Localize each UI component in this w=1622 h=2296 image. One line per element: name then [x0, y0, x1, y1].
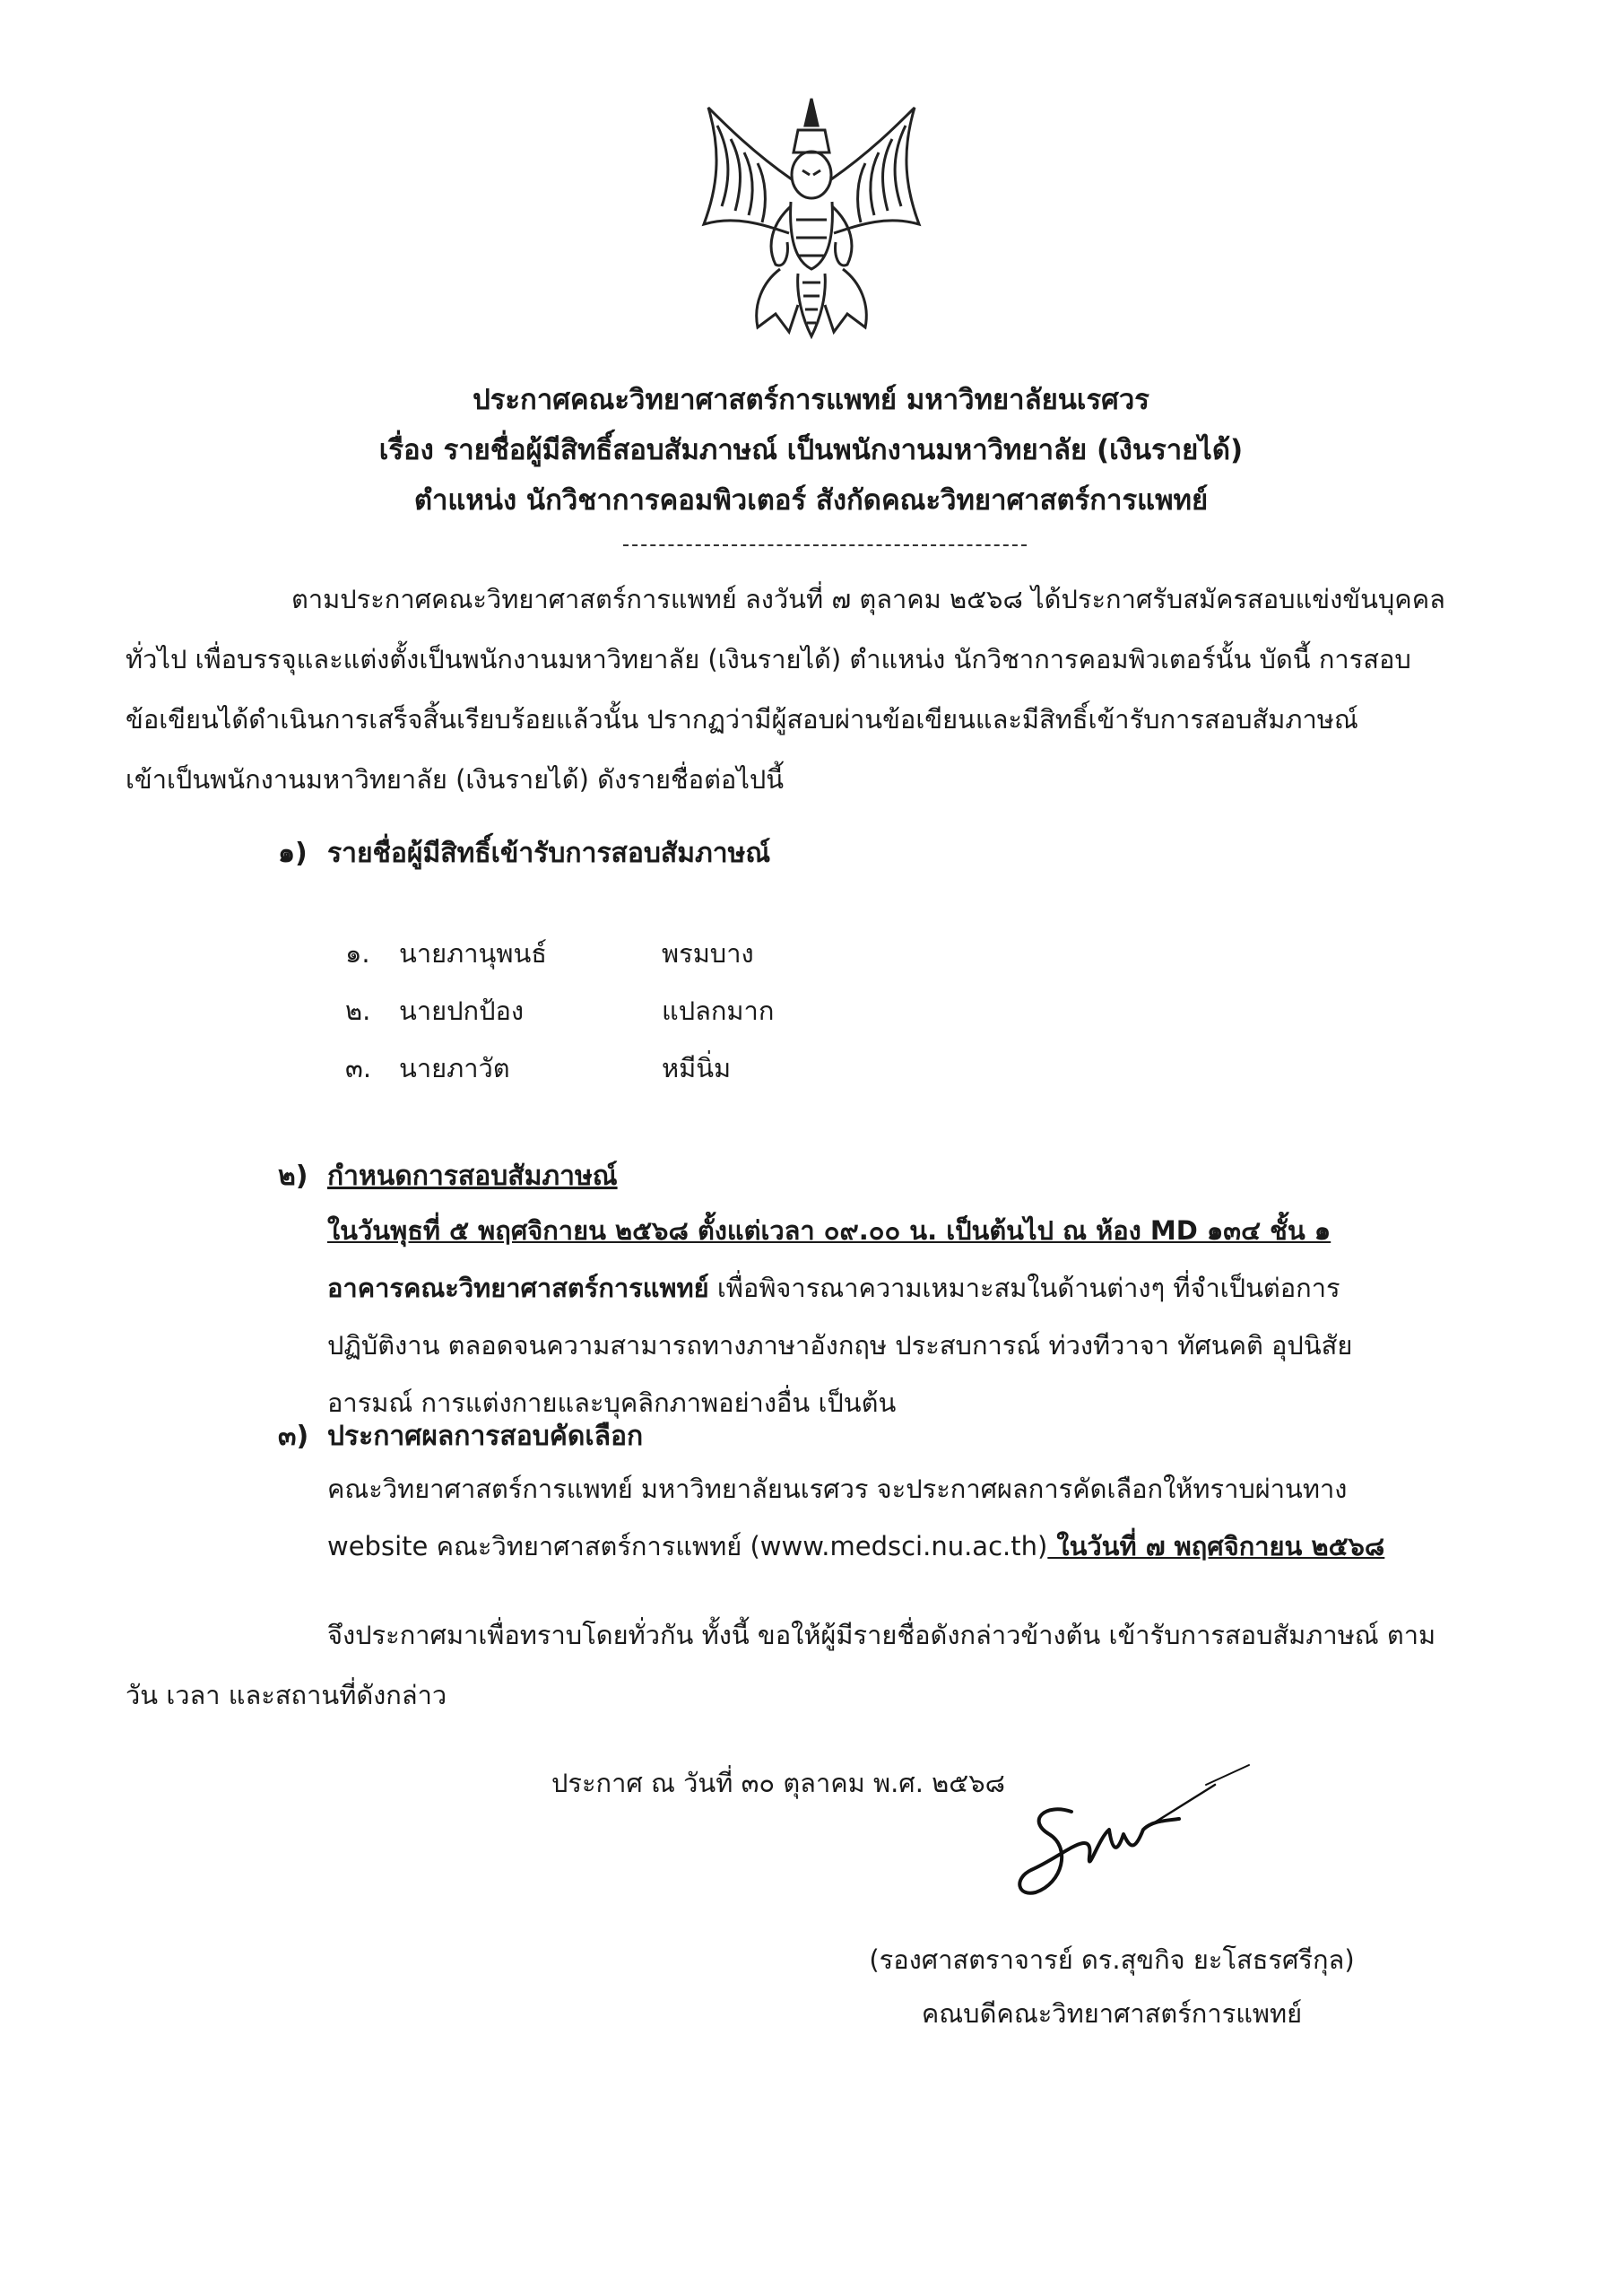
section1-title: รายชื่อผู้มีสิทธิ์เข้ารับการสอบสัมภาษณ์	[327, 838, 771, 869]
signer-block	[789, 1933, 1435, 2040]
candidate-row	[0, 933, 1622, 987]
signature-image	[1009, 1758, 1278, 1919]
intro-line-3: ข้อเขียนได้ดำเนินการเสร็จสิ้นเรียบร้อยแล้วนั้น ปรากฏว่ามีผู้สอบผ่านข้อเขียนและมีสิทธิ์เข้ารับการสอบสัมภาษณ์	[126, 704, 1358, 735]
section3-line-2	[327, 1518, 1529, 1575]
candidate-last-name: พรมบาง	[662, 938, 754, 969]
intro-line-2: ทั่วไป เพื่อบรรจุและแต่งตั้งเป็นพนักงานมหาวิทยาลัย (เงินรายได้) ตำแหน่ง นักวิชาการคอมพิวเตอร์นั้น บัดนี้ การสอบ	[126, 644, 1411, 674]
signer-position: คณบดีคณะวิทยาศาสตร์การแพทย์	[921, 1998, 1303, 2029]
section2-title: กำหนดการสอบสัมภาษณ์	[327, 1161, 618, 1192]
section1-number: ๑)	[278, 838, 308, 869]
section2-desc-1: เพื่อพิจารณาความเหมาะสมในด้านต่างๆ ที่จำเป็นต่อการ	[708, 1273, 1340, 1303]
header-divider	[623, 544, 1027, 546]
website-text: website คณะวิทยาศาสตร์การแพทย์ (www.medsci.nu.ac.th)	[327, 1531, 1048, 1561]
header-position: ตำแหน่ง นักวิชาการคอมพิวเตอร์ สังกัดคณะวิทยาศาสตร์การแพทย์	[413, 484, 1209, 517]
candidate-row	[0, 1048, 1622, 1101]
candidate-number: ๒.	[345, 996, 371, 1026]
closing-line-1: จึงประกาศมาเพื่อทราบโดยทั่วกัน ทั้งนี้ ขอให้ผู้มีรายชื่อดังกล่าวข้างต้น เข้ารับการสอบสัมภาษณ์ ตาม	[327, 1620, 1436, 1650]
section3-title: ประกาศผลการสอบคัดเลือก	[327, 1421, 644, 1452]
candidate-number: ๑.	[345, 938, 370, 969]
intro-line-4: เข้าเป็นพนักงานมหาวิทยาลัย (เงินรายได้) ดังรายชื่อต่อไปนี้	[126, 764, 785, 795]
section3-number: ๓)	[278, 1421, 309, 1452]
section3-line-1: คณะวิทยาศาสตร์การแพทย์ มหาวิทยาลัยนเรศวร จะประกาศผลการคัดเลือกให้ทราบผ่านทาง	[327, 1474, 1348, 1504]
section2-desc-line-3: อารมณ์ การแต่งกายและบุคลิกภาพอย่างอื่น เป็นต้น	[327, 1387, 897, 1418]
announcement-date: ประกาศ ณ วันที่ ๓๐ ตุลาคม พ.ศ. ๒๕๖๘	[551, 1768, 1005, 1798]
candidate-first-name: นายภาวัต	[399, 1053, 510, 1083]
signer-name: (รองศาสตราจารย์ ดร.สุขกิจ ยะโสธรศรีกุล)	[869, 1944, 1355, 1975]
interview-building: อาคารคณะวิทยาศาสตร์การแพทย์	[327, 1273, 709, 1303]
interview-schedule: ในวันพุธที่ ๕ พฤศจิกายน ๒๕๖๘ ตั้งแต่เวลา ๐๙.๐๐ น. เป็นต้นไป ณ ห้อง MD ๑๓๔ ชั้น ๑	[327, 1215, 1331, 1246]
candidate-number: ๓.	[345, 1053, 372, 1083]
header-title: ประกาศคณะวิทยาศาสตร์การแพทย์ มหาวิทยาลัยนเรศวร	[473, 384, 1149, 416]
section2-desc-line-2: ปฏิบัติงาน ตลอดจนความสามารถทางภาษาอังกฤษ ประสบการณ์ ท่วงทีวาจา ทัศนคติ อุปนิสัย	[327, 1330, 1353, 1361]
intro-line-1: ตามประกาศคณะวิทยาศาสตร์การแพทย์ ลงวันที่ ๗ ตุลาคม ๒๕๖๘ ได้ประกาศรับสมัครสอบแข่งขันบุคคล	[291, 584, 1445, 614]
candidate-first-name: นายปกป้อง	[399, 996, 525, 1026]
closing-line-2: วัน เวลา และสถานที่ดังกล่าว	[126, 1680, 447, 1710]
section2-desc-line-1	[327, 1259, 1529, 1317]
section3-body	[327, 1460, 1529, 1575]
result-date: ในวันที่ ๗ พฤศจิกายน ๒๕๖๘	[1047, 1531, 1385, 1561]
candidate-last-name: แปลกมาก	[662, 996, 775, 1026]
garuda-emblem	[690, 90, 932, 350]
section2-body	[327, 1202, 1529, 1431]
section2-number: ๒)	[278, 1161, 308, 1192]
candidate-row	[0, 990, 1622, 1044]
candidate-last-name: หมีนิ่ม	[662, 1053, 732, 1083]
document-header	[0, 375, 1622, 526]
candidate-first-name: นายภานุพนธ์	[399, 938, 547, 969]
header-subject: เรื่อง รายชื่อผู้มีสิทธิ์สอบสัมภาษณ์ เป็นพนักงานมหาวิทยาลัย (เงินรายได้)	[378, 434, 1244, 466]
